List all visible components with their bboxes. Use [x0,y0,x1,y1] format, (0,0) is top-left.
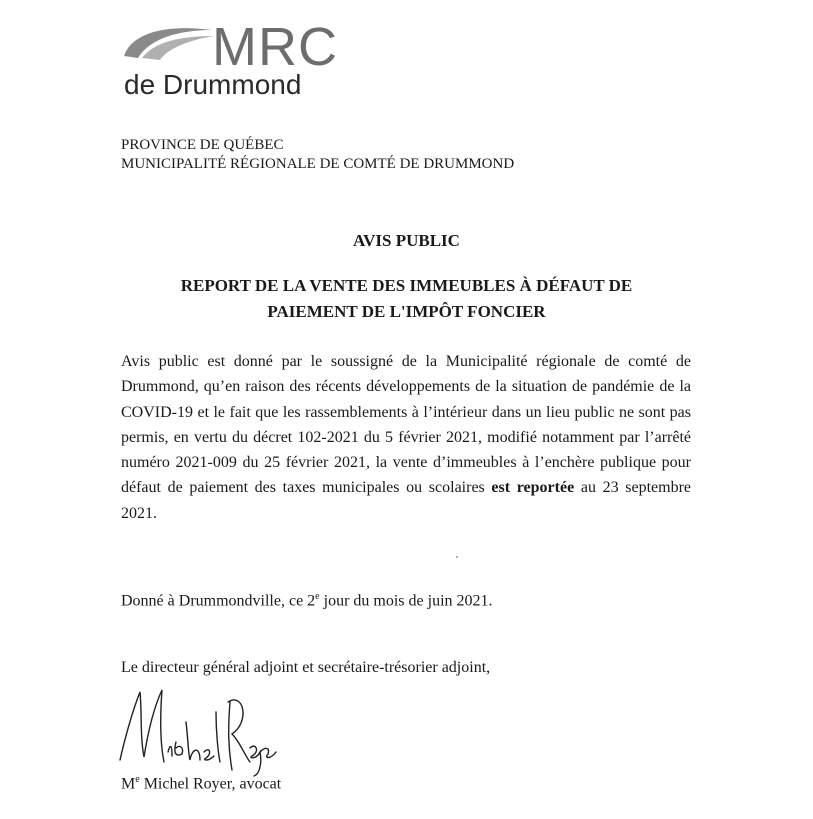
body-text: Avis public est donné par le soussigné de la Municipalité régionale de comté de Drummond, qu’en raison des récents développements de la situation de pandémie de la COVID-19 et le fait que les rassemblements à l’intérieur dans un lieu public ne sont pas permis, en vertu du décret 102-2021 du 5 février 2021, modifié notamment par l’arrêté numéro 2021-009 du 25 février 2021, la vente d’immeubles à l’enchère publique pour défaut de paiement des taxes municipales ou scolaires [121,353,691,497]
scan-speck [456,556,458,558]
logo-mrc-text: MRC [212,17,338,77]
document-header [121,136,514,174]
logo-subname: de Drummond [124,69,302,100]
notice-title: AVIS PUBLIC [353,231,460,250]
given-date-line [121,591,493,610]
header-province: PROVINCE DE QUÉBEC [121,137,284,153]
signatory-title: M [121,775,136,793]
mrc-logo [120,18,350,98]
body-bold-text: est reportée [491,479,575,497]
header-municipality: MUNICIPALITÉ RÉGIONALE DE COMTÉ DE DRUMMOND [121,156,515,172]
subtitle-line-1: REPORT DE LA VENTE DES IMMEUBLES À DÉFAUT DE [180,276,633,295]
given-sup: e [315,591,320,602]
given-suffix: jour du mois de juin 2021. [319,592,493,610]
notice-subtitle [0,273,813,325]
signatory-name [121,774,281,793]
logo-swoosh-icon [120,18,220,68]
signatory-full-name: Michel Royer, avocat [139,775,282,793]
handwritten-signature [110,682,280,777]
notice-body [121,349,691,526]
subtitle-line-2: PAIEMENT DE L'IMPÔT FONCIER [267,302,546,321]
signatory-role: Le directeur général adjoint et secrétaire-trésorier adjoint, [121,659,491,676]
body-text-end: au 23 septembre 2021. [121,479,691,522]
given-prefix: Donné à Drummondville, ce 2 [121,592,316,610]
signatory-title-sup: e [135,774,140,785]
